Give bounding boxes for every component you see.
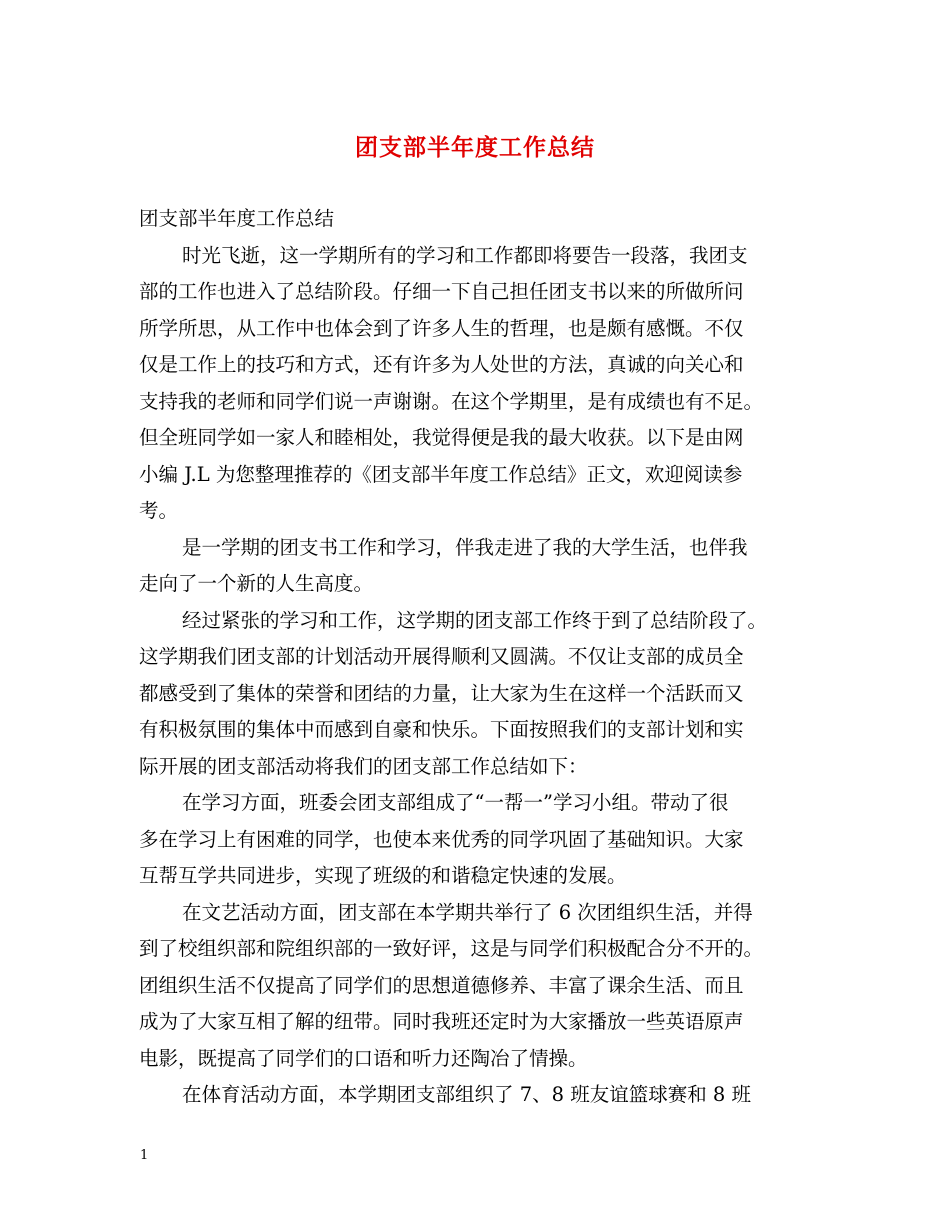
body-line: 部的工作也进入了总结阶段。仔细一下自己担任团支书以来的所做所问	[139, 280, 744, 303]
body-line: 在体育活动方面，本学期团支部组织了 7、8 班友谊篮球赛和 8 班	[182, 1083, 752, 1106]
body-line: 在文艺活动方面，团支部在本学期共举行了 6 次团组织生活，并得	[182, 900, 753, 924]
body-line: 成为了大家互相了解的纽带。同时我班还定时为大家播放一些英语原声	[139, 1010, 744, 1033]
document-title: 团支部半年度工作总结	[355, 134, 595, 161]
body-line: 到了校组织部和院组织部的一致好评，这是与同学们积极配合分不开的。	[139, 937, 764, 960]
body-line: 有积极氛围的集体中而感到自豪和快乐。下面按照我们的支部计划和实	[139, 718, 744, 741]
body-line: 多在学习上有困难的同学，也使本来优秀的同学巩固了基础知识。大家	[139, 827, 744, 851]
body-line: 团支部半年度工作总结	[139, 207, 335, 230]
body-line: 际开展的团支部活动将我们的团支部工作总结如下：	[139, 754, 588, 778]
body-line: 是一学期的团支书工作和学习，伴我走进了我的大学生活，也伴我	[182, 535, 748, 559]
body-line: 团组织生活不仅提高了同学们的思想道德修养、丰富了课余生活、而且	[139, 973, 744, 997]
document-body	[139, 201, 814, 1114]
body-line: 都感受到了集体的荣誉和团结的力量，让大家为生在这样一个活跃而又	[139, 681, 744, 705]
body-line: 考。	[139, 499, 179, 522]
body-line: 电影，既提高了同学们的口语和听力还陶冶了情操。	[139, 1046, 588, 1070]
body-line: 所学所思，从工作中也体会到了许多人生的哲理，也是颇有感慨。不仅	[139, 316, 744, 340]
body-line: 经过紧张的学习和工作，这学期的团支部工作终于到了总结阶段了。	[182, 608, 768, 632]
body-line: 时光飞逝，这一学期所有的学习和工作都即将要告一段落，我团支	[182, 243, 748, 267]
body-line: 在学习方面，班委会团支部组成了“一帮一”学习小组。带动了很	[182, 791, 729, 814]
body-line: 互帮互学共同进步，实现了班级的和谐稳定快速的发展。	[139, 864, 627, 887]
page-number: 1	[140, 1148, 149, 1163]
body-line: 仅是工作上的技巧和方式，还有许多为人处世的方法，真诚的向关心和	[139, 353, 744, 376]
body-line: 但全班同学如一家人和睦相处，我觉得便是我的最大收获。以下是由网	[139, 426, 744, 449]
body-line: 走向了一个新的人生高度。	[139, 572, 374, 595]
body-line: 支持我的老师和同学们说一声谢谢。在这个学期里，是有成绩也有不足。	[139, 389, 764, 413]
body-line: 这学期我们团支部的计划活动开展得顺利又圆满。不仅让支部的成员全	[139, 645, 744, 668]
body-line: 小编 J.L 为您整理推荐的《团支部半年度工作总结》正文，欢迎阅读参	[139, 462, 743, 486]
